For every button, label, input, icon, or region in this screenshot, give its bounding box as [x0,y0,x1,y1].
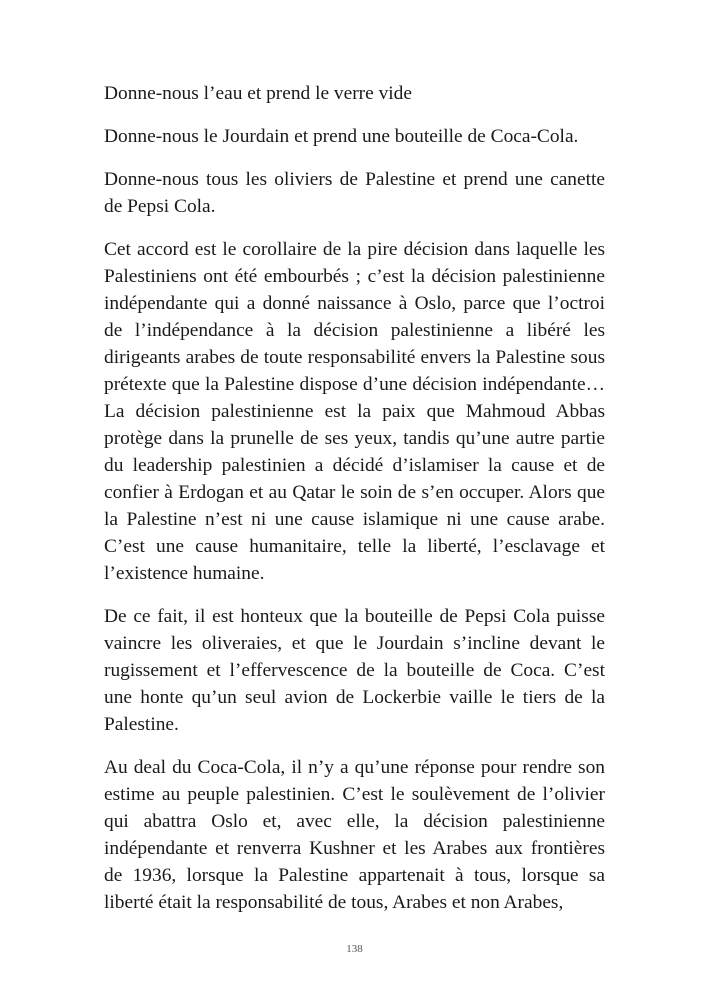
page-number: 138 [346,943,363,955]
paragraph-4: Cet accord est le corollaire de la pire décision dans laquelle les Palestiniens ont été embourbés ; c’est la décision palestinienne indépendante qui a donné naissance à Oslo, parce que l’octroi de l’indépendance à la décision palestinienne a libéré les dirigeants arabes de toute responsabilité envers la Palestine sous prétexte que la Palestine dispose d’une décision indépendante… La décision palestinienne est la paix que Mahmoud Abbas protège dans la prunelle de ses yeux, tandis qu’une autre partie du leadership palestinien a décidé d’islamiser la cause et de confier à Erdogan et au Qatar le soin de s’en occuper. Alors que la Palestine n’est ni une cause islamique ni une cause arabe. C’est une cause humanitaire, telle la liberté, l’esclavage et l’existence humaine. [104,239,605,584]
paragraph-1: Donne-nous l’eau et prend le verre vide [104,83,412,104]
body-text [104,80,605,932]
paragraph-2: Donne-nous le Jourdain et prend une bouteille de Coca-Cola. [104,126,579,147]
paragraph-6: Au deal du Coca-Cola, il n’y a qu’une réponse pour rendre son estime au peuple palestinien. C’est le soulèvement de l’olivier qui abattra Oslo et, avec elle, la décision palestinienne indépendante et renverra Kushner et les Arabes aux frontières de 1936, lorsque la Palestine appartenait à tous, lorsque sa liberté était la responsabilité de tous, Arabes et non Arabes, [104,757,605,913]
paragraph-3: Donne-nous tous les oliviers de Palestine et prend une canette de Pepsi Cola. [104,169,605,217]
paragraph-5: De ce fait, il est honteux que la bouteille de Pepsi Cola puisse vaincre les oliveraies, et que le Jourdain s’incline devant le rugissement et l’effervescence de la bouteille de Coca. C’est une honte qu’un seul avion de Lockerbie vaille le tiers de la Palestine. [104,606,605,735]
